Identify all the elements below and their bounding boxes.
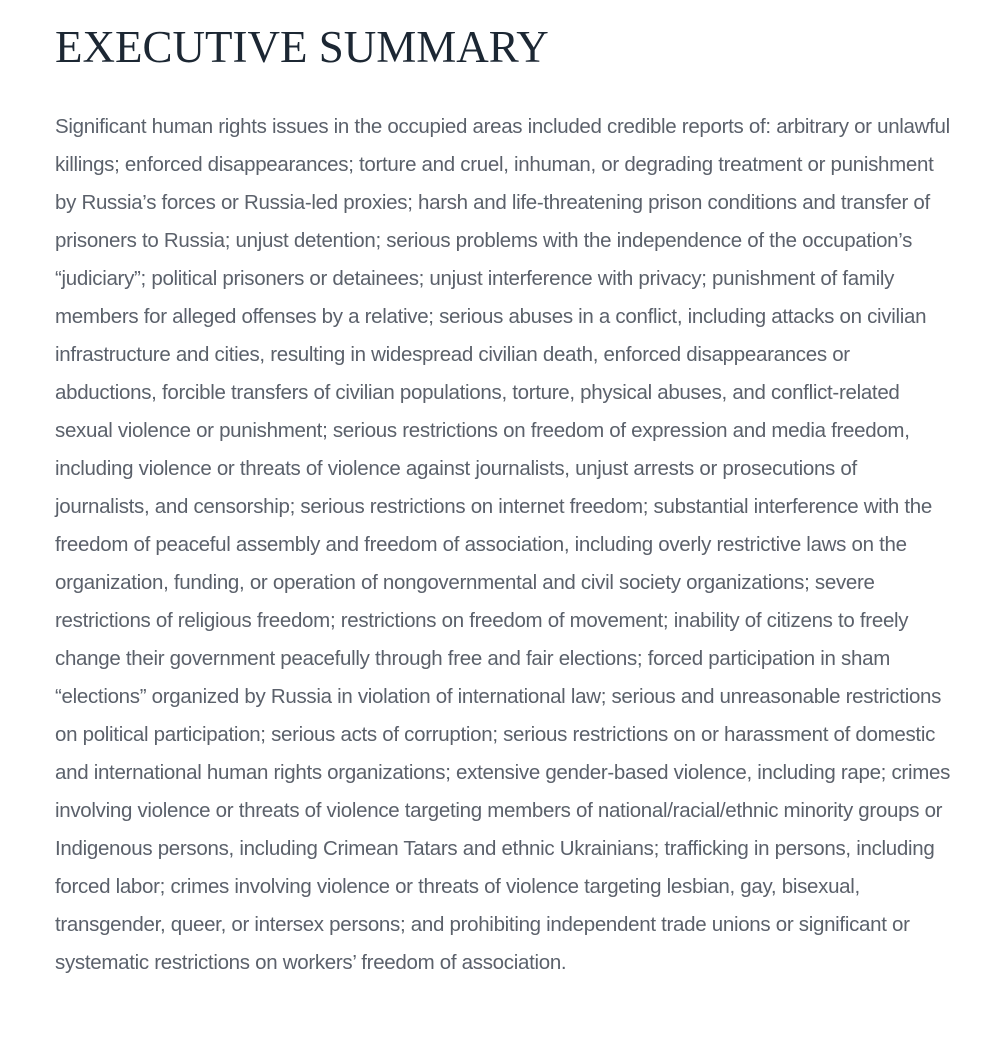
summary-paragraph: Significant human rights issues in the occupied areas included credible reports of: arbitrary or unlawful killings; enforced disappearances; torture and cruel, inhuman, or degrading treatment or punishment by Russia’s forces or Russia-led proxies; harsh and life-threatening prison conditions and transfer of prisoners to Russia; unjust detention; serious problems with the independence of the occupation’s “judiciary”; political prisoners or detainees; unjust interference with privacy; punishment of family members for alleged offenses by a relative; serious abuses in a conflict, including attacks on civilian infrastructure and cities, resulting in widespread civilian death, enforced disappearances or abductions, forcible transfers of civilian populations, torture, physical abuses, and conflict-related sexual violence or punishment; serious restrictions on freedom of expression and media freedom, including violence or threats of violence against journalists, unjust arrests or prosecutions of journalists, and censorship; serious restrictions on internet freedom; substantial interference with the freedom of peaceful assembly and freedom of association, including overly restrictive laws on the organization, funding, or operation of nongovernmental and civil society organizations; severe restrictions of religious freedom; restrictions on freedom of movement; inability of citizens to freely change their government peacefully through free and fair elections; forced participation in sham “elections” organized by Russia in violation of international law; serious and unreasonable restrictions on political participation; serious acts of corruption; serious restrictions on or harassment of domestic and international human rights organizations; extensive gender-based violence, including rape; crimes involving violence or threats of violence targeting members of national/racial/ethnic minority groups or Indigenous persons, including Crimean Tatars and ethnic Ukrainians; trafficking in persons, including forced labor; crimes involving violence or threats of violence targeting lesbian, gay, bisexual, transgender, queer, or intersex persons; and prohibiting independent trade unions or significant or systematic restrictions on workers’ freedom of association.: [55, 114, 951, 974]
executive-summary-heading: EXECUTIVE SUMMARY: [55, 22, 549, 72]
